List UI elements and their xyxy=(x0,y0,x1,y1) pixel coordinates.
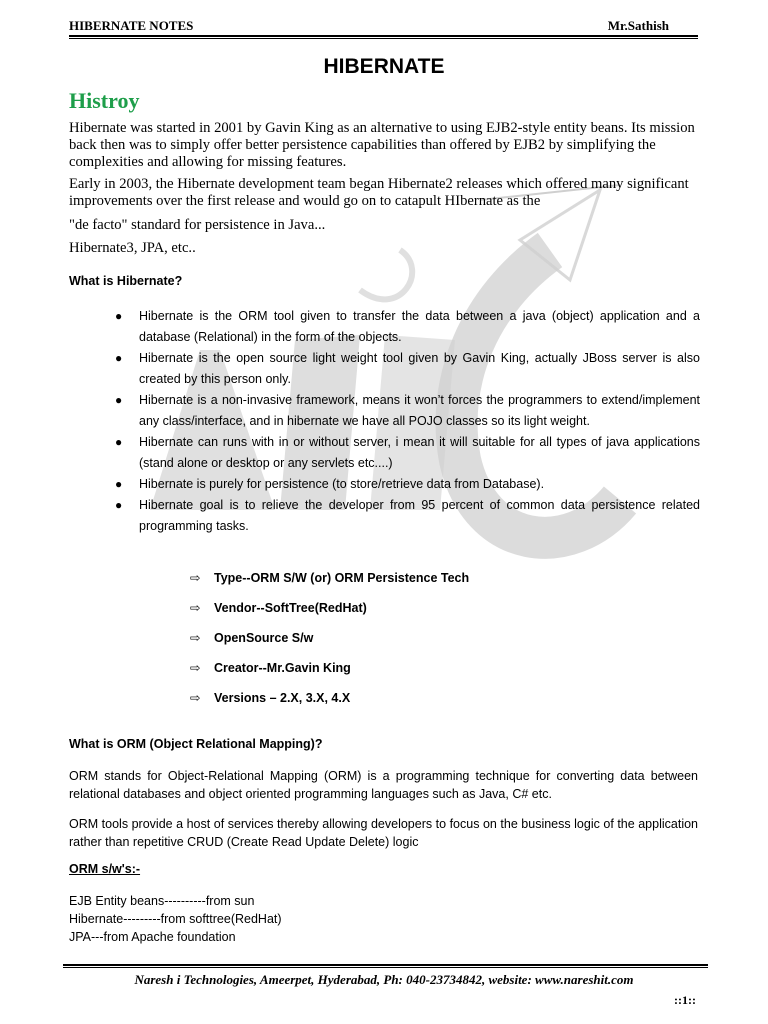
what-is-orm-heading: What is ORM (Object Relational Mapping)? xyxy=(69,737,323,751)
list-item: ⇨ OpenSource S/w xyxy=(190,628,469,658)
header-author: Mr.Sathish xyxy=(607,18,669,33)
footer-rule-thin xyxy=(63,967,708,968)
bullet-icon: ● xyxy=(115,435,123,449)
history-heading: Histroy xyxy=(69,88,140,113)
page-number: ::1:: xyxy=(674,993,696,1007)
list-item: ● Hibernate is purely for persistence (to store/retrieve data from Database). xyxy=(112,474,700,495)
bullet-icon: ● xyxy=(115,498,123,512)
footer-text: Naresh i Technologies, Ameerpet, Hyderabad, Ph: 040-23734842, website: www.nareshit.com xyxy=(134,972,634,987)
header-title: HIBERNATE NOTES xyxy=(69,18,194,33)
list-item: ● Hibernate is a non-invasive framework, means it won’t forces the programmers to extend/implement any class/interface, and in hibernate we have all POJO classes so its light weight. xyxy=(112,390,700,432)
header-rule xyxy=(69,35,698,37)
list-item: ● Hibernate is the ORM tool given to transfer the data between a java (object) application and a database (Relational) in the form of the objects. xyxy=(112,306,700,348)
orm-paragraph-2: ORM tools provide a host of services thereby allowing developers to focus on the business logic of the application rather than repetitive CRUD (Create Read Update Delete) logic xyxy=(69,817,698,849)
arrow-icon: ⇨ xyxy=(190,571,201,585)
page-title: HIBERNATE xyxy=(323,55,445,78)
hibernate-facts-list xyxy=(190,568,469,718)
history-paragraph-4: Hibernate3, JPA, etc.. xyxy=(69,240,196,256)
bullet-icon: ● xyxy=(115,393,123,407)
arrow-icon: ⇨ xyxy=(190,631,201,645)
list-item: ⇨ Vendor--SoftTree(RedHat) xyxy=(190,598,469,628)
list-item: EJB Entity beans----------from sun xyxy=(69,894,255,908)
header-rule-thin xyxy=(69,38,698,39)
list-item: ● Hibernate goal is to relieve the developer from 95 percent of common data persistence related programming tasks. xyxy=(112,495,700,537)
bullet-icon: ● xyxy=(115,477,123,491)
arrow-icon: ⇨ xyxy=(190,601,201,615)
what-is-hibernate-heading: What is Hibernate? xyxy=(69,274,183,288)
history-paragraph-3: "de facto" standard for persistence in Java... xyxy=(69,217,326,233)
arrow-icon: ⇨ xyxy=(190,661,201,675)
arrow-icon: ⇨ xyxy=(190,691,201,705)
list-item: ⇨ Versions – 2.X, 3.X, 4.X xyxy=(190,688,469,718)
list-item: ⇨ Type--ORM S/W (or) ORM Persistence Tech xyxy=(190,568,469,598)
footer-rule xyxy=(63,964,708,966)
list-item: ● Hibernate can runs with in or without server, i mean it will suitable for all types of java applications (stand alone or desktop or any servlets etc....) xyxy=(112,432,700,474)
list-item: Hibernate---------from softtree(RedHat) xyxy=(69,912,282,926)
list-item: ⇨ Creator--Mr.Gavin King xyxy=(190,658,469,688)
history-paragraph-2: Early in 2003, the Hibernate development team began Hibernate2 releases which offered many significant improvements over the first release and would go on to catapult HIbernate as the xyxy=(69,176,689,209)
list-item: ● Hibernate is the open source light weight tool given by Gavin King, actually JBoss server is also created by this person only. xyxy=(112,348,700,390)
hibernate-bullet-list xyxy=(112,306,700,537)
bullet-icon: ● xyxy=(115,309,123,323)
orm-paragraph-1: ORM stands for Object-Relational Mapping (ORM) is a programming technique for converting data between relational databases and object oriented programming languages such as Java, C# etc. xyxy=(69,769,698,801)
history-paragraph-1: Hibernate was started in 2001 by Gavin King as an alternative to using EJB2-style entity beans. Its mission back then was to simply offer better persistence capabilities than offered by EJB2 by simplifying the complexities and allowing for missing features. xyxy=(69,120,695,170)
list-item: JPA---from Apache foundation xyxy=(69,930,236,944)
orm-sw-heading: ORM s/w's:- xyxy=(69,862,141,876)
bullet-icon: ● xyxy=(115,351,123,365)
